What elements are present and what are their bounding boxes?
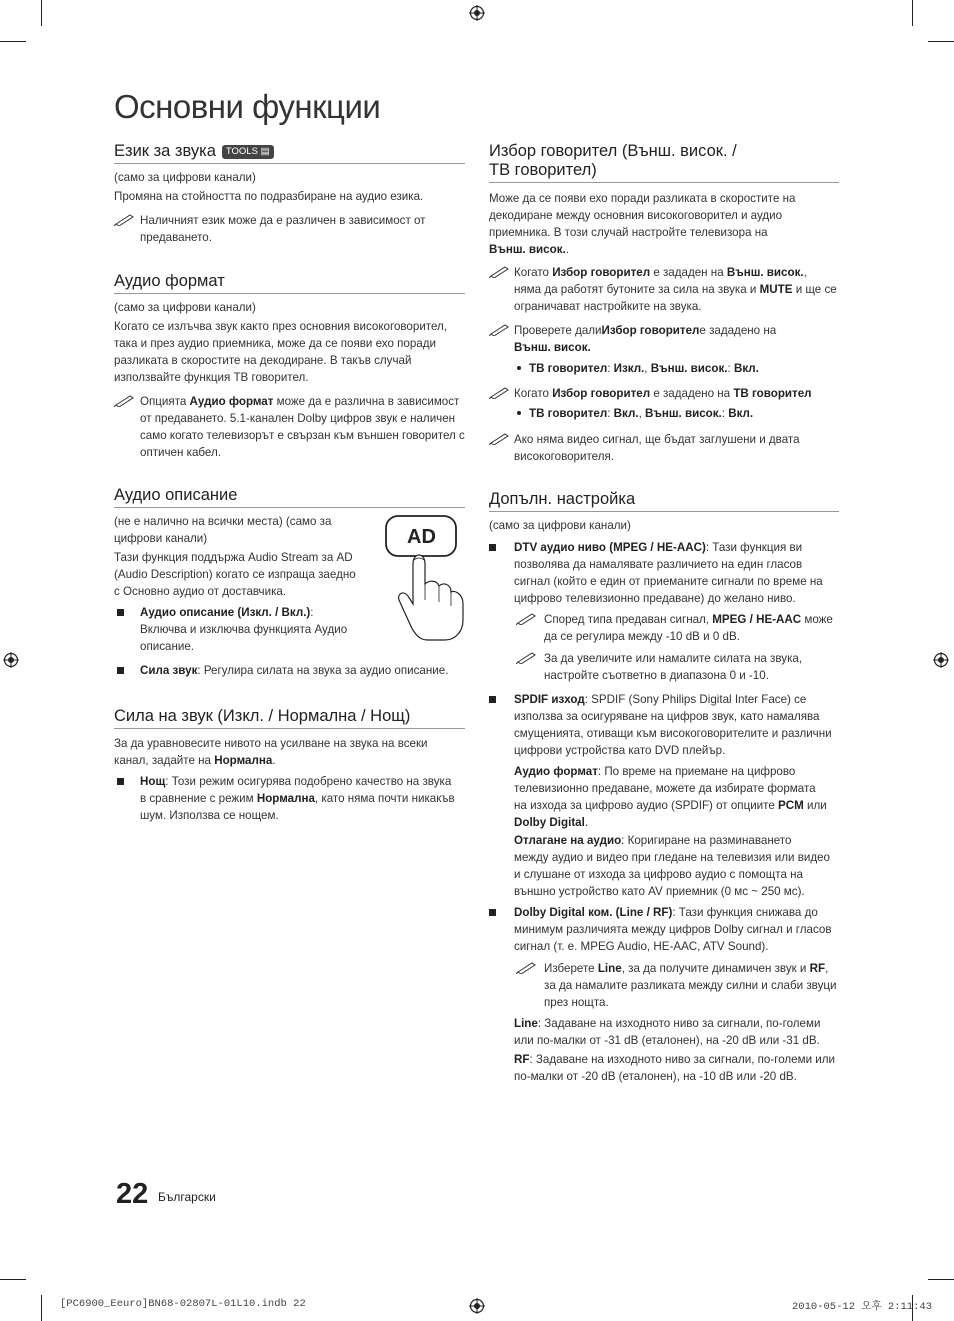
body-text: по-малки от -20 dB (еталонен), на -10 dB или -20 dB. [514,1070,797,1083]
body-text: разликата в скоростите на декодиране. В такъв случай [114,354,412,367]
tip-text: Ако няма видео сигнал, ще бъдат заглушени и двата [514,433,800,446]
tools-icon: ▤ [260,146,270,157]
bullet-square [489,544,496,551]
tip-text: Външ. висок. [514,341,591,354]
body-text: Тази функция поддържа Audio Stream за AD [114,551,353,564]
body-text: телевизионно предаване, можете да избирате формата [514,782,816,795]
bullet-square [489,696,496,703]
tip-text: високоговорителя. [514,450,614,463]
tip-text: ограничават настройките на звука. [514,300,702,313]
tip-text: да се регулира между -10 dB и 0 dB. [544,630,740,643]
bullet-text: позволява да намалявате различието на един гласов [514,558,803,571]
tip-text: Когато Избор говорител е зададено на ТВ говорител [514,387,812,400]
body-text: (Audio Description) когато се изпраща заедно [114,568,356,581]
crop-mark [928,1279,954,1280]
tools-badge: TOOLS ▤ [222,145,274,159]
tip-text: Наличният език може да е различен в зависимост от [140,214,426,227]
ad-button-label: AD [407,526,436,548]
body-text: Външ. висок.. [489,243,569,256]
bullet-text: цифрови устройства като DVD плейър. [514,744,726,757]
body-text: с Основно аудио от доставчика. [114,585,287,598]
note-text: (не е налично на всички места) (само за [114,515,332,528]
crop-mark [41,0,42,26]
tip-text: Опцията Аудио формат може да е различна в зависимост [140,395,460,408]
registration-mark-icon [469,1298,485,1314]
bullet-dot [517,411,521,415]
note-pencil-icon [114,393,136,407]
section-title-text: Език за звука [114,142,216,160]
body-text: Промяна на стойността по подразбиране на аудио езика. [114,190,424,203]
body-text: Аудио формат: По време на приемане на цифрово [514,765,796,778]
body-text: така и през аудио приемника, може да се появи ехо поради [114,337,436,350]
note-text: (само за цифрови канали) [114,301,256,314]
section-title-volume: Сила на звук (Изкл. / Нормална / Нощ) [114,707,465,729]
sub-bullet-text: ТВ говорител: Вкл., Външ. висок.: Вкл. [529,407,754,420]
body-text: или по-малки от -31 dB (еталонен), на -20 dB или -31 dB. [514,1034,820,1047]
bullet-text: минимум различията между цифров Dolby сигнал и гласов [514,923,832,936]
bullet-square [117,778,124,785]
note-text: цифрови канали) [114,532,208,545]
tip-text: оптичен кабел. [140,446,221,459]
tip-text: няма да работят бутоните за сила на звука и MUTE и ще се [514,283,837,296]
section-title-line: Избор говорител (Външ. висок. / [489,142,737,160]
page-language: Български [158,1190,216,1204]
crop-mark [912,0,913,26]
body-text: Може да се появи ехо поради разликата в скоростите на [489,192,796,205]
note-pencil-icon [516,650,538,664]
crop-mark [41,1295,42,1321]
tip-text: през нощта. [544,996,609,1009]
note-text: (само за цифрови канали) [489,519,631,532]
bullet-text: смущенията, отиващи към високоговорителите и различни [514,727,832,740]
body-text: използвайте функция ТВ говорител. [114,371,309,384]
section-title-audio-description: Аудио описание [114,486,465,508]
note-pencil-icon [114,212,136,226]
note-pencil-icon [516,960,538,974]
body-text: приемника. В този случай настройте телевизора на [489,226,768,239]
page-title: Основни функции [114,88,381,125]
bullet-text: SPDIF изход: SPDIF (Sony Philips Digital Inter Face) се [514,693,807,706]
bullet-text: DTV аудио ниво (MPEG / HE-AAC): Тази функция ви [514,541,803,554]
bullet-text: сигнал (т. е. MPEG Audio, HE-AAC, ATV Sound). [514,940,769,953]
body-text: канал, задайте на Нормална. [114,754,276,767]
tip-text: Когато Избор говорител е зададен на Външ. висок., [514,266,807,279]
note-pencil-icon [489,385,511,399]
bullet-dot [517,366,521,370]
bullet-text: шум. Използва се нощем. [140,809,279,822]
crop-mark [0,41,26,42]
tip-text: настройте съответно в диапазона 0 и -10. [544,669,769,682]
tip-text: за да намалите разликата между силни и слаби звуци [544,979,837,992]
bullet-square [117,667,124,674]
tip-text: За да увеличите или намалите силата на звука, [544,652,803,665]
sub-bullet-text: ТВ говорител: Изкл., Външ. висок.: Вкл. [529,362,759,375]
section-title-audio-format: Аудио формат [114,272,465,294]
section-title-additional-settings: Допълн. настройка [489,490,839,512]
body-text: Отлагане на аудио: Коригиране на разминаването [514,834,792,847]
bullet-text: Включва и изключва функцията Аудио [140,623,348,636]
body-text: Dolby Digital. [514,816,589,829]
note-text: (само за цифрови канали) [114,171,256,184]
body-text: RF: Задаване на изходното ниво за сигнали, по-големи или [514,1053,836,1066]
bullet-text: Dolby Digital ком. (Line / RF): Тази функция снижава до [514,906,818,919]
tip-text: Проверете далиИзбор говорителе зададено на [514,324,777,337]
bullet-text: описание. [140,640,194,653]
bullet-square [117,609,124,616]
body-text: на изхода за цифрово аудио (SPDIF) от опциите PCM или [514,799,827,812]
body-text: За да уравновесите нивото на усилване на звука на всеки [114,737,428,750]
note-pencil-icon [489,322,511,336]
tip-text: от предаването. 5.1-канален Dolby цифров звук е наличен [140,412,456,425]
tip-text: Според типа предаван сигнал, MPEG / HE-AAC може [544,613,833,626]
registration-mark-icon [3,652,19,668]
tip-text: само когато телевизорът е свързан към външен говорител с [140,429,465,442]
tip-text: предаването. [140,231,212,244]
body-text: Line: Задаване на изходното ниво за сигнали, по-големи [514,1017,821,1030]
section-title-language [114,142,465,164]
registration-mark-icon [469,5,485,21]
bullet-text: Аудио описание (Изкл. / Вкл.): [140,606,314,619]
bullet-text: цифрово телевизионно предаване) до желано ниво. [514,592,796,605]
tip-text: Изберете Line, за да получите динамичен звук и RF, [544,962,829,975]
bullet-text: Нощ: Този режим осигурява подобрено качество на звука [140,775,452,788]
registration-mark-icon [933,652,949,668]
section-title-line: ТВ говорител) [489,161,597,179]
footer-timestamp: 2010-05-12 오후 2:11:43 [792,1301,933,1313]
bullet-text: Сила звук: Регулира силата на звука за аудио описание. [140,664,449,677]
note-pencil-icon [489,431,511,445]
bullet-text: използва за осигуряване на цифров звук, като намалява [514,710,820,723]
crop-mark [0,1279,26,1280]
note-pencil-icon [516,611,538,625]
body-text: декодиране между основния високоговорител и аудио [489,209,783,222]
bullet-text: сигнал (който е един от приеманите сигнали по време на [514,575,823,588]
body-text: външно устройство като AV приемник (0 мс ~ 250 мс). [514,885,805,898]
page-number: 22 [116,1178,149,1210]
body-text: Когато се излъчва звук както през основния високоговорител, [114,320,448,333]
crop-mark [928,41,954,42]
section-title-speaker-select [489,142,839,183]
body-text: и слушане от изхода за цифрово аудио с помощта на [514,868,803,881]
bullet-text: в сравнение с режим Нормална, като няма почти никакъв [140,792,455,805]
body-text: между аудио и видео при гледане на телевизия или видео [514,851,831,864]
bullet-square [489,909,496,916]
note-pencil-icon [489,264,511,278]
footer-file-info: [PC6900_Eeuro]BN68-02807L-01L10.indb 22 [60,1298,306,1310]
